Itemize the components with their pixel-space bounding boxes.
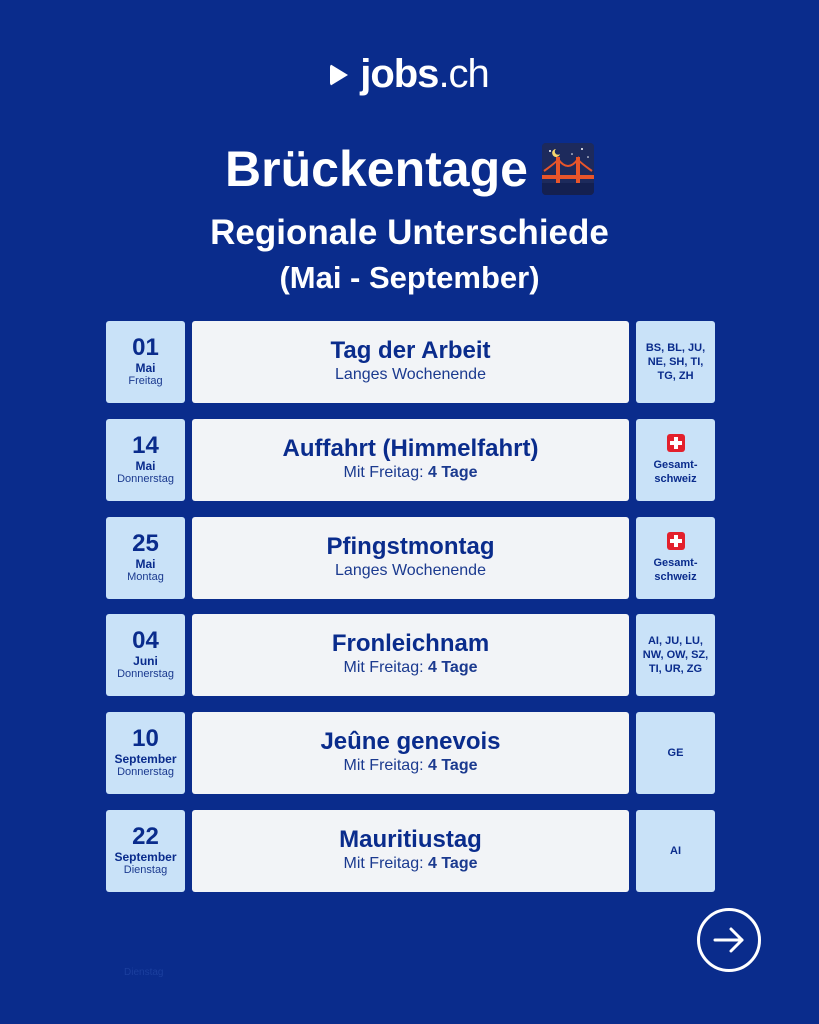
arrow-right-icon xyxy=(700,911,758,969)
holiday-name: Tag der Arbeit xyxy=(330,337,491,364)
page-title: Brückentage xyxy=(225,141,528,197)
region-box xyxy=(636,614,715,696)
holiday-desc xyxy=(192,463,629,483)
month-label: September xyxy=(114,752,177,766)
desc-bold: 4 Tage xyxy=(427,757,478,774)
desc-text: Langes Wochenende xyxy=(335,562,486,579)
region-box xyxy=(636,321,715,403)
logo-domain: .ch xyxy=(438,52,489,96)
swiss-flag-icon xyxy=(667,434,685,452)
jobs-ch-logo xyxy=(0,52,819,97)
month-label: September xyxy=(114,850,177,864)
desc-text: Langes Wochenende xyxy=(335,366,486,383)
weekday-label: Donnerstag xyxy=(117,766,174,778)
holiday-box xyxy=(192,614,629,696)
month-label: Juni xyxy=(133,654,158,668)
holiday-box xyxy=(192,419,629,501)
holiday-desc xyxy=(192,365,629,385)
month-label: Mai xyxy=(135,459,156,473)
region-box xyxy=(636,419,715,501)
date-box xyxy=(106,419,185,501)
day-number: 01 xyxy=(132,334,159,361)
region-list: Gesamt-schweiz xyxy=(653,557,698,583)
day-number: 25 xyxy=(132,530,159,557)
holiday-desc xyxy=(192,854,629,874)
desc-text: Mit Freitag: xyxy=(343,757,428,774)
desc-bold: 4 Tage xyxy=(427,464,478,481)
holiday-box xyxy=(192,810,629,892)
month-label: Mai xyxy=(135,361,156,375)
subtitle: Regionale Unterschiede xyxy=(210,213,609,252)
region-list: AI, JU, LU, NW, OW, SZ, TI, UR, ZG xyxy=(642,635,709,675)
holiday-box xyxy=(192,712,629,794)
region-list: AI xyxy=(670,845,681,857)
region-list: Gesamt-schweiz xyxy=(653,459,698,485)
holiday-name: Fronleichnam xyxy=(331,630,490,657)
weekday-label: Donnerstag xyxy=(117,473,174,485)
holiday-row xyxy=(106,321,715,403)
date-box xyxy=(106,517,185,599)
desc-bold: 4 Tage xyxy=(427,659,478,676)
date-box xyxy=(106,321,185,403)
weekday-label: Montag xyxy=(127,571,164,583)
day-number: 22 xyxy=(132,823,159,850)
holiday-row xyxy=(106,419,715,501)
bridge-at-night-icon xyxy=(542,143,594,195)
day-number: 10 xyxy=(132,725,159,752)
desc-bold: 4 Tage xyxy=(427,855,478,872)
desc-text: Mit Freitag: xyxy=(343,855,428,872)
swiss-flag-icon xyxy=(667,532,685,550)
holiday-row xyxy=(106,712,715,794)
holiday-name: Jeûne genevois xyxy=(320,728,501,755)
holiday-name: Pfingstmontag xyxy=(326,533,495,560)
date-box xyxy=(106,810,185,892)
region-box xyxy=(636,712,715,794)
date-box xyxy=(106,712,185,794)
holiday-row xyxy=(106,810,715,892)
day-number: 14 xyxy=(132,432,159,459)
holiday-name: Mauritiustag xyxy=(339,826,482,853)
weekday-label: Dienstag xyxy=(123,864,168,876)
date-box xyxy=(106,614,185,696)
region-list: GE xyxy=(667,747,684,759)
holiday-desc xyxy=(192,561,629,581)
day-number: 04 xyxy=(132,627,159,654)
title-row xyxy=(0,140,819,198)
holiday-row xyxy=(106,614,715,696)
desc-text: Mit Freitag: xyxy=(343,659,428,676)
holiday-name: Auffahrt (Himmelfahrt) xyxy=(282,435,539,462)
date-range: (Mai - September) xyxy=(279,260,540,295)
weekday-label: Freitag xyxy=(128,375,163,387)
holiday-desc xyxy=(192,756,629,776)
holiday-desc xyxy=(192,658,629,678)
logo-text: jobs xyxy=(360,52,439,96)
next-button[interactable] xyxy=(697,908,761,972)
month-label: Mai xyxy=(135,557,156,571)
weekday-label: Donnerstag xyxy=(117,668,174,680)
holiday-box xyxy=(192,517,629,599)
faint-weekday-text: Dienstag xyxy=(124,967,164,978)
region-box xyxy=(636,517,715,599)
region-box xyxy=(636,810,715,892)
holiday-row xyxy=(106,517,715,599)
desc-text: Mit Freitag: xyxy=(343,464,428,481)
region-list: BS, BL, JU, NE, SH, TI, TG, ZH xyxy=(645,342,706,382)
play-icon xyxy=(330,64,348,86)
holiday-box xyxy=(192,321,629,403)
